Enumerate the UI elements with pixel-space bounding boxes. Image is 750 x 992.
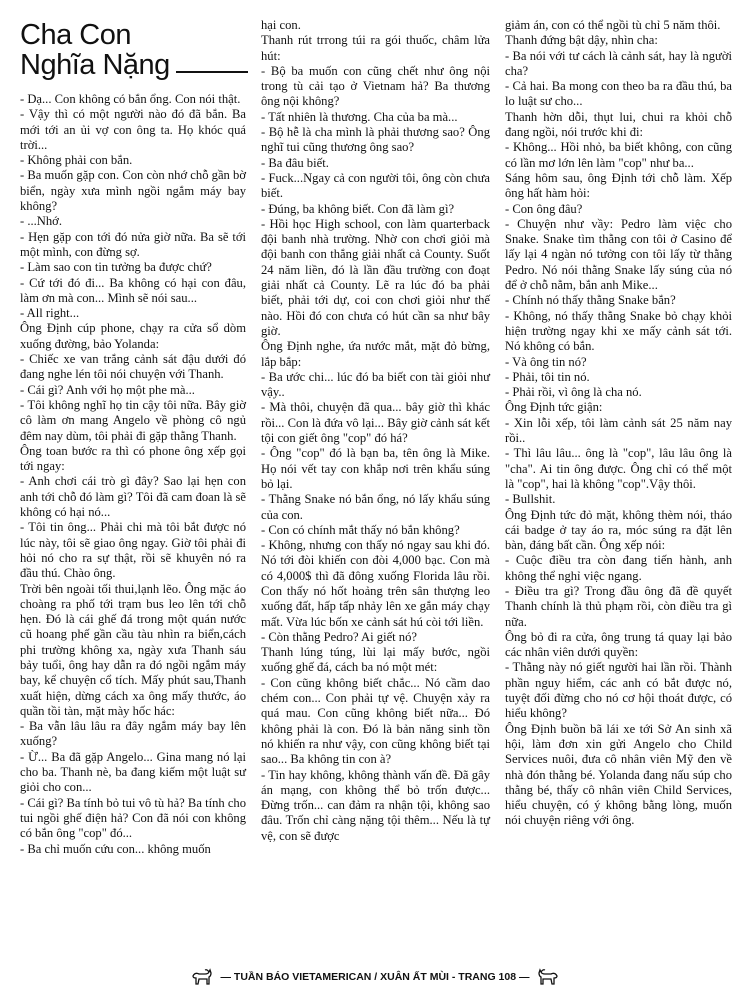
paragraph: - Cứ tới đó đi... Ba không có hại con đâu, làm ơn mà con... Mình sẽ nói sau... bbox=[20, 275, 246, 305]
paragraph: - Cuộc điều tra còn đang tiến hành, anh không thể nghỉ việc ngang. bbox=[505, 553, 732, 583]
paragraph: - Không, nó thấy thằng Snake bỏ chạy khỏi hiện trường ngay khi xe mấy cảnh sát tới. Nó không có bắn. bbox=[505, 308, 732, 354]
paragraph: - Ba nói với tư cách là cảnh sát, hay là người cha? bbox=[505, 48, 732, 78]
paragraph: - Con có chính mắt thấy nó bắn không? bbox=[261, 522, 460, 537]
article-title bbox=[20, 20, 248, 80]
paragraph: - Cả hai. Ba mong con theo ba ra đầu thú, ba lo luật sư cho... bbox=[505, 79, 732, 109]
paragraph: - Bullshit. bbox=[505, 492, 556, 507]
paragraph: - Anh chơi cái trò gì đây? Sao lại hẹn con anh tới chỗ đó làm gì? Tôi đã cam đoan là sẽ không có hại nó... bbox=[20, 474, 246, 520]
paragraph: - Phải, tôi tin nó. bbox=[505, 369, 590, 384]
paragraph: - Không... Hồi nhỏ, ba biết không, con cũng có lần mơ lớn lên làm "cop" như ba... bbox=[505, 140, 732, 170]
paragraph: - Hẹn gặp con tới đó nửa giờ nữa. Ba sẽ tới một mình, con đừng sợ. bbox=[20, 229, 246, 259]
paragraph: - Con cũng không biết chắc... Nó cầm dao chém con... Con phải tự vệ. Chuyện xảy ra quá mau. Con cũng không biết nữa... Đó không phải là con. Đó là bản năng sinh tồn nó khiến ra như vậy, con cũng không biết tại sao... Ba không tin con à? bbox=[261, 675, 490, 767]
paragraph: - Cái gì? Anh với họ một phe mà... bbox=[20, 382, 195, 397]
paragraph: - Hồi học High school, con làm quarterback đội banh nhà trường. Nhờ con chơi giỏi mà đội banh con thắng giải nhất cả County. Suốt 24 năm liền, đó là lần đầu trường con đoạt giải nhất cả County. Lẽ ra lúc đó ba phải biết, phải tới dự, coi con chơi giỏi như thế nào. Hồi đó con chưa có hút cần sa như bây giờ. bbox=[261, 216, 490, 338]
paragraph: - Và ông tin nó? bbox=[505, 354, 587, 369]
paragraph: Thanh rút trrong túi ra gói thuốc, châm lửa hút: bbox=[261, 33, 490, 63]
paragraph: - Con ông đâu? bbox=[505, 201, 583, 216]
paragraph: - Fuck...Ngay cả con người tôi, ông còn chưa biết. bbox=[261, 170, 490, 201]
paragraph: Ông bỏ đi ra cửa, ông trung tá quay lại bảo các nhân viên dưới quyền: bbox=[505, 629, 732, 660]
paragraph: - Dạ... Con không có bắn ổng. Con nói thật. bbox=[20, 92, 241, 106]
article-title-line2: Nghĩa Nặng bbox=[20, 49, 170, 81]
paragraph: - Phải rồi, vì ông là cha nó. bbox=[505, 385, 642, 400]
paragraph: Ông Định tức đỏ mặt, không thèm nói, tháo cái badge ở tay áo ra, móc súng ra đặt lên bàn, đáng bất cần. Ông xếp nói: bbox=[505, 507, 732, 553]
paragraph: - Chiếc xe van trắng cảnh sát đậu dưới đó đang nghe lén tôi nói chuyện với Thanh. bbox=[20, 352, 246, 382]
paragraph: hại con. bbox=[261, 18, 301, 32]
footer-text: — TUẦN BÁO VIETAMERICAN / XUÂN ẤT MÙI - TRANG 108 — bbox=[220, 971, 530, 983]
paragraph: Ông toan bước ra thì có phone ông xếp gọi tới ngay: bbox=[20, 443, 246, 474]
paragraph: - Thì lâu lâu... ông là "cop", lâu lâu ông là "cha". Ai tin ông được. Ông chỉ có thể một là "cop", hai là không "cop".Vậy thôi. bbox=[505, 446, 732, 491]
paragraph: - Làm sao con tin tưởng ba được chứ? bbox=[20, 260, 212, 275]
paragraph: - Thằng Snake nó bắn ổng, nó lấy khẩu súng của con. bbox=[261, 492, 490, 522]
paragraph: - Vậy thì có một người nào đó đã bắn. Ba mới tới an ủi vợ con ông ta. Họ khóc quá trời... bbox=[20, 107, 246, 152]
title-underline bbox=[176, 71, 248, 73]
paragraph: - ...Nhớ. bbox=[20, 214, 62, 229]
paragraph: Ông Định cúp phone, chạy ra cửa sổ dòm xuống đường, bảo Yolanda: bbox=[20, 321, 246, 351]
goat-icon bbox=[537, 968, 561, 986]
paragraph: - Đúng, ba không biết. Con đã làm gì? bbox=[261, 201, 455, 216]
paragraph: - Ông "cop" đó là bạn ba, tên ông là Mike. Họ nói vết tay con khắp nơi trên khẩu súng bỏ lại. bbox=[261, 446, 490, 491]
paragraph: - Ba muốn gặp con. Con còn nhớ chỗ gần bờ biển, ngày xưa mình ngồi ngắm máy bay không? bbox=[20, 168, 246, 214]
text-column-3 bbox=[505, 18, 732, 829]
paragraph: - Tôi không nghĩ họ tin cậy tôi nữa. Bây giờ cô làm ơn mang Angelo về phòng cô ngủ đêm nay dùm, tôi phải đi gặp thằng Thanh. bbox=[20, 397, 246, 443]
paragraph: Thanh hờn dỗi, thụt lui, chui ra khỏi chỗ đang ngồi, nói trước khi đi: bbox=[505, 109, 732, 140]
paragraph: - Xin lỗi xếp, tôi làm cảnh sát 25 năm nay rồi.. bbox=[505, 415, 732, 446]
paragraph: Thanh lúng túng, lùi lại mấy bước, ngồi xuống ghế đá, cách ba nó một mét: bbox=[261, 645, 490, 675]
paragraph: - Bộ hễ là cha mình là phải thương sao? Ông nghĩ tui cũng thương ông sao? bbox=[261, 125, 490, 155]
paragraph: - Thằng này nó giết người hai lần rồi. Thành phần nguy hiểm, các anh có bắt được nó, tuyệt đối đừng cho nó cơ hội thoát được, có hiểu không? bbox=[505, 660, 732, 721]
article-title-line1: Cha Con bbox=[20, 19, 131, 51]
paragraph: Ông Định buồn bã lái xe tới Sở An sinh xã hội, làm đơn xin gửi Angelo cho Child Services nuôi, đưa cô nhân viên Mỹ đen về nhà đón thằng bé. Yolanda đang nấu súp cho thằng bé, thấy cô nhân viên Child Services, hiểu chuyện, có ý không bằng lòng, muốn nói chuyện riêng với ông. bbox=[505, 721, 732, 828]
paragraph: giảm án, con có thể ngồi tù chỉ 5 năm thôi. bbox=[505, 18, 721, 32]
paragraph: - Chuyện như vầy: Pedro làm việc cho Snake. Snake tìm thằng con tôi ở Casino để lấy lại 4 ngàn nó tưởng con tôi lấy từ thằng Pedro. Nó nói thằng Snake lấy súng của nó để ở chỗ nằm, bắn anh Mike... bbox=[505, 216, 732, 293]
paragraph: - Chính nó thấy thằng Snake bắn? bbox=[505, 293, 676, 308]
paragraph: - Ba ước chi... lúc đó ba biết con tài giỏi như vậy.. bbox=[261, 369, 490, 400]
paragraph: - Không phải con bắn. bbox=[20, 153, 133, 168]
paragraph: - Không, nhưng con thấy nó ngay sau khi đó. Nó tới đòi khiến con đòi 4,000 bạc. Con mà có 4,000$ thì đã đông xuống Florida lâu rồi. Con thấy nó hốt hoảng trên sân thượng leo xuống đất, hấp tấp nhảy lên xe gắn máy chạy mất. Vừa lúc bốn xe cảnh sát hú còi tới liền. bbox=[261, 538, 490, 629]
paragraph: - Điều tra gì? Trong đầu ông đã đề quyết Thanh chính là thủ phạm rồi, còn điều tra gì nữa. bbox=[505, 583, 732, 629]
paragraph: - Tất nhiên là thương. Cha của ba mà... bbox=[261, 109, 458, 124]
text-column-2 bbox=[261, 18, 490, 844]
paragraph: - Ba chỉ muốn cứu con... không muốn bbox=[20, 841, 211, 856]
goat-icon bbox=[189, 968, 213, 986]
paragraph: Sáng hôm sau, ông Định tới chỗ làm. Xếp ông hất hàm hỏi: bbox=[505, 170, 732, 201]
text-column-1 bbox=[20, 92, 246, 857]
paragraph: - All right... bbox=[20, 306, 80, 321]
paragraph: - Còn thằng Pedro? Ai giết nó? bbox=[261, 629, 417, 644]
paragraph: Ông Định tức giận: bbox=[505, 400, 603, 415]
paragraph: - Tôi tin ông... Phải chi mà tôi bắt được nó lúc này, tôi sẽ giao ông ngay. Giờ tôi phải đi hỏi nó cho ra sự thật, rồi sẽ khuyên nó ra đầu thú. Chào ông. bbox=[20, 520, 246, 581]
paragraph: - Bộ ba muốn con cũng chết như ông nội trong tù cải tạo ở Vietnam hả? Ba thương ông nội không? bbox=[261, 63, 490, 109]
paragraph: Thanh đứng bật dậy, nhìn cha: bbox=[505, 33, 658, 48]
paragraph: Ông Định nghe, ứa nước mắt, mặt đỏ bừng, lắp bắp: bbox=[261, 339, 490, 369]
paragraph: - Ba vẫn lâu lâu ra đây ngắm máy bay lên xuống? bbox=[20, 719, 246, 749]
page-footer bbox=[0, 966, 750, 988]
paragraph: - Mà thôi, chuyện đã qua... bây giờ thì khác rồi... Con là đứa vô lại... Bây giờ cảnh sát kết tội con giết ông "cop" đó há? bbox=[261, 400, 490, 446]
paragraph: - Tin hay không, không thành vấn đề. Đã gây án mạng, con không thể bỏ trốn được... Đừng trốn... can đảm ra nhận tội, không sao đâu. Trốn chỉ càng nặng tội thêm... Nếu là tự vệ, con sẽ được bbox=[261, 767, 490, 843]
paragraph: - Ba đâu biết. bbox=[261, 155, 329, 170]
paragraph: - Cái gì? Ba tính bỏ tui vô tù hả? Ba tính cho tui ngồi ghế điện hả? Con đã nói con không có bắn ông "cop" đó... bbox=[20, 795, 246, 841]
paragraph: Trời bên ngoài tối thui,lạnh lẽo. Ông mặc áo choàng ra phố tới trạm bus leo lên tới chỗ hẹn. Đó là cái ghế đá trong một quán nước cũ hoang phế gần cầu tàu nhìn ra biển,cách phi trường không xa, ngày xưa Thanh sáu bảy tuổi, ông hay dẫn ra đó ngồi ngắm máy bay, kể chuyện cổ tích. Mấy phút sau,Thanh xuất hiện, dừng cách xa ông mấy thước, áo quần tồi tàn, mặt mày hốc hác: bbox=[20, 581, 246, 718]
paragraph: - Ừ... Ba đã gặp Angelo... Gina mang nó lại cho ba. Thanh nè, ba đang kiếm một luật sư giỏi cho con... bbox=[20, 749, 246, 795]
